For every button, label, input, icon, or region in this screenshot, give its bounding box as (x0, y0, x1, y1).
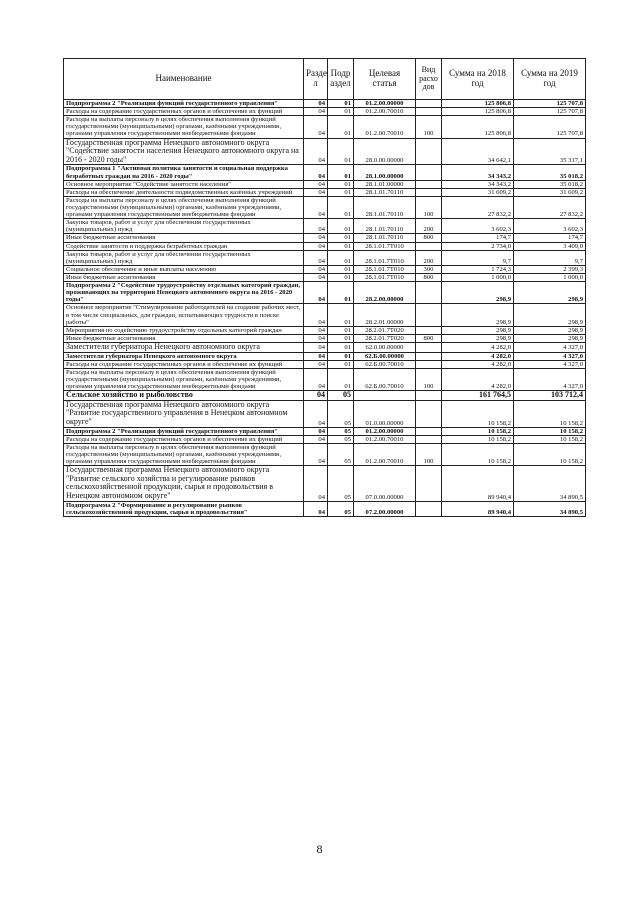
row-subsection: 01 (328, 219, 354, 234)
row-sum-2019: 10 158,2 (514, 443, 586, 465)
header-expense-type: Вид расхо дов (416, 59, 442, 100)
row-subsection: 01 (328, 334, 354, 342)
header-sum-2018: Сумма на 2018 год (442, 59, 514, 100)
row-sum-2018: 161 764,5 (442, 391, 514, 401)
page-number: 8 (316, 842, 323, 856)
row-article: 28.1.01.7Т010 (354, 250, 416, 265)
table-body (64, 100, 586, 517)
row-article: 62.Б.00.70010 (354, 360, 416, 368)
row-subsection: 01 (328, 273, 354, 281)
table-row (64, 219, 586, 234)
row-expense-type: 100 (416, 116, 442, 138)
row-sum-2018: 27 832,2 (442, 196, 514, 218)
row-subsection: 01 (328, 196, 354, 218)
row-subsection: 01 (328, 265, 354, 273)
row-name: Расходы на обеспечение деятельности подведомственных казённых учреждений (64, 188, 304, 196)
row-section: 04 (304, 342, 328, 352)
row-article: 01.2.00.00000 (354, 427, 416, 435)
table-row (64, 427, 586, 435)
row-sum-2018: 298,9 (442, 334, 514, 342)
row-section: 04 (304, 368, 328, 390)
table-row (64, 234, 586, 242)
row-article: 28.2.01.7Т020 (354, 334, 416, 342)
row-expense-type: 800 (416, 234, 442, 242)
row-sum-2019: 125 707,8 (514, 116, 586, 138)
header-sum-2019: Сумма на 2019 год (514, 59, 586, 100)
row-sum-2019: 35 317,1 (514, 138, 586, 165)
row-subsection: 05 (328, 501, 354, 516)
row-sum-2019: 3 602,3 (514, 219, 586, 234)
row-sum-2018: 4 282,0 (442, 368, 514, 390)
table-row (64, 391, 586, 401)
row-sum-2018: 34 642,1 (442, 138, 514, 165)
budget-table (63, 58, 586, 517)
row-subsection: 01 (328, 116, 354, 138)
row-article: 28.1.01.00000 (354, 180, 416, 188)
row-sum-2019: 10 158,2 (514, 435, 586, 443)
row-section: 04 (304, 138, 328, 165)
row-sum-2018: 1 000,0 (442, 273, 514, 281)
row-article: 62.Б.00.70010 (354, 368, 416, 390)
row-expense-type: 300 (416, 265, 442, 273)
table-row (64, 138, 586, 165)
header-section: Разде л (304, 59, 328, 100)
row-name: Содействие занятости и поддержка безработных граждан (64, 242, 304, 250)
row-section: 04 (304, 196, 328, 218)
row-article: 01.2.00.00000 (354, 100, 416, 108)
row-sum-2018: 34 343,2 (442, 165, 514, 180)
table-row (64, 304, 586, 326)
row-sum-2019: 298,9 (514, 334, 586, 342)
row-name: Государственная программа Ненецкого автономного округа "Развитие сельского хозяйства и регулирование рынков сельскохозяйственной продукции, сырья и продовольствия в Ненецком автономном округе" (64, 466, 304, 502)
row-name: Иные бюджетные ассигнования (64, 334, 304, 342)
row-name: Расходы на содержание государственных органов и обеспечение их функций (64, 360, 304, 368)
table-row (64, 443, 586, 465)
row-sum-2019: 1 000,0 (514, 273, 586, 281)
row-subsection: 01 (328, 282, 354, 304)
row-expense-type (416, 501, 442, 516)
row-sum-2018: 3 602,3 (442, 219, 514, 234)
row-sum-2019: 9,7 (514, 250, 586, 265)
row-article: 01.2.00.70010 (354, 108, 416, 116)
row-article: 28.1.01.7Т010 (354, 265, 416, 273)
row-sum-2019: 34 890,5 (514, 466, 586, 502)
row-section: 04 (304, 501, 328, 516)
row-section: 04 (304, 116, 328, 138)
row-subsection: 01 (328, 138, 354, 165)
row-sum-2019: 10 158,2 (514, 427, 586, 435)
table-header-row (64, 59, 586, 100)
row-expense-type: 100 (416, 196, 442, 218)
row-section: 04 (304, 250, 328, 265)
row-section: 04 (304, 352, 328, 360)
row-expense-type (416, 391, 442, 401)
row-expense-type (416, 138, 442, 165)
row-expense-type: 200 (416, 219, 442, 234)
table-row (64, 368, 586, 390)
row-expense-type (416, 188, 442, 196)
row-section: 04 (304, 282, 328, 304)
row-sum-2018: 10 158,2 (442, 443, 514, 465)
row-sum-2019: 4 327,0 (514, 352, 586, 360)
row-sum-2019: 103 712,4 (514, 391, 586, 401)
row-expense-type (416, 180, 442, 188)
row-name: Закупка товаров, работ и услуг для обеспечения государственных (муниципальных) нужд (64, 219, 304, 234)
row-sum-2018: 4 282,0 (442, 342, 514, 352)
row-section: 04 (304, 100, 328, 108)
table-row (64, 342, 586, 352)
row-section: 04 (304, 234, 328, 242)
row-section: 04 (304, 165, 328, 180)
row-section: 04 (304, 265, 328, 273)
table-row (64, 108, 586, 116)
row-article: 28.1.01.70110 (354, 188, 416, 196)
row-name: Социальное обеспечение и иные выплаты населению (64, 265, 304, 273)
row-sum-2019: 10 158,2 (514, 400, 586, 427)
row-expense-type (416, 282, 442, 304)
row-sum-2018: 4 282,0 (442, 352, 514, 360)
row-subsection: 01 (328, 368, 354, 390)
row-article: 07.0.00.00000 (354, 466, 416, 502)
row-section: 04 (304, 273, 328, 281)
row-sum-2018: 2 734,0 (442, 242, 514, 250)
row-subsection: 05 (328, 443, 354, 465)
row-name: Подпрограмма 2 "Реализация функций государственного управления" (64, 427, 304, 435)
row-name: Заместители губернатора Ненецкого автономного округа (64, 342, 304, 352)
table-row (64, 165, 586, 180)
row-expense-type (416, 360, 442, 368)
table-row (64, 100, 586, 108)
row-name: Подпрограмма 2 "Формирование и регулирование рынков сельскохозяйственной продукции, сырья и продовольствия" (64, 501, 304, 516)
row-article: 01.2.00.70010 (354, 435, 416, 443)
table-row (64, 282, 586, 304)
row-subsection: 01 (328, 108, 354, 116)
row-article: 28.1.01.7Т010 (354, 242, 416, 250)
row-name: Сельское хозяйство и рыболовство (64, 391, 304, 401)
row-subsection: 01 (328, 100, 354, 108)
table-row (64, 466, 586, 502)
row-subsection: 01 (328, 360, 354, 368)
row-section: 04 (304, 427, 328, 435)
row-name: Расходы на выплаты персоналу в целях обеспечения выполнения функций государственными (муниципальными) органами, казёнными учреждениями, органами управления государственными внебюджетными фондами (64, 196, 304, 218)
row-section: 04 (304, 242, 328, 250)
row-subsection: 01 (328, 304, 354, 326)
row-section: 04 (304, 334, 328, 342)
row-sum-2019: 298,9 (514, 326, 586, 334)
table-row (64, 250, 586, 265)
row-subsection: 01 (328, 242, 354, 250)
row-article: 28.1.01.7Т010 (354, 273, 416, 281)
row-sum-2019: 27 832,2 (514, 196, 586, 218)
row-expense-type (416, 242, 442, 250)
row-expense-type (416, 466, 442, 502)
row-article: 01.2.00.70010 (354, 443, 416, 465)
row-sum-2019: 35 018,2 (514, 180, 586, 188)
row-section: 04 (304, 219, 328, 234)
table-row (64, 242, 586, 250)
row-sum-2018: 298,9 (442, 304, 514, 326)
row-subsection: 01 (328, 342, 354, 352)
row-sum-2019: 2 399,3 (514, 265, 586, 273)
row-expense-type: 800 (416, 273, 442, 281)
row-expense-type (416, 100, 442, 108)
row-name: Заместители губернатора Ненецкого автономного округа (64, 352, 304, 360)
row-section: 04 (304, 466, 328, 502)
header-name: Наименование (64, 59, 304, 100)
row-article: 62.0.00.00000 (354, 342, 416, 352)
table-row (64, 196, 586, 218)
row-sum-2018: 1 724,3 (442, 265, 514, 273)
row-section: 04 (304, 180, 328, 188)
row-article: 28.2.01.7Т020 (354, 326, 416, 334)
row-sum-2018: 4 282,0 (442, 360, 514, 368)
row-section: 04 (304, 391, 328, 401)
table-row (64, 265, 586, 273)
row-name: Расходы на выплаты персоналу в целях обеспечения выполнения функций государственными (муниципальными) органами, казёнными учреждениями, органами управления государственными внебюджетными фондами (64, 368, 304, 390)
row-sum-2019: 34 890,5 (514, 501, 586, 516)
row-sum-2019: 125 707,8 (514, 108, 586, 116)
row-subsection: 05 (328, 400, 354, 427)
row-article: 28.1.00.00000 (354, 165, 416, 180)
row-expense-type (416, 108, 442, 116)
row-section: 04 (304, 435, 328, 443)
row-article: 01.2.00.70010 (354, 116, 416, 138)
table-row (64, 360, 586, 368)
row-name: Основное мероприятие "Содействие занятости населения" (64, 180, 304, 188)
row-section: 04 (304, 108, 328, 116)
row-sum-2018: 10 158,2 (442, 400, 514, 427)
row-sum-2018: 10 158,2 (442, 435, 514, 443)
row-article: 01.0.00.00000 (354, 400, 416, 427)
row-sum-2018: 10 158,2 (442, 427, 514, 435)
row-sum-2018: 174,7 (442, 234, 514, 242)
row-name: Подпрограмма 2 "Реализация функций государственного управления" (64, 100, 304, 108)
header-article: Целевая статья (354, 59, 416, 100)
row-sum-2018: 125 806,8 (442, 108, 514, 116)
row-article: 28.2.01.00000 (354, 304, 416, 326)
row-name: Подпрограмма 2 "Содействие трудоустройству отдельных категорий граждан, проживающих на территории Ненецкого автономного округа на 2016 - 2020 годы" (64, 282, 304, 304)
table-row (64, 326, 586, 334)
table-row (64, 116, 586, 138)
row-article: 07.2.00.00000 (354, 501, 416, 516)
table-row (64, 180, 586, 188)
row-sum-2019: 298,9 (514, 282, 586, 304)
row-section: 04 (304, 326, 328, 334)
row-expense-type: 200 (416, 250, 442, 265)
row-name: Расходы на содержание государственных органов и обеспечение их функций (64, 108, 304, 116)
row-subsection: 05 (328, 466, 354, 502)
row-article: 28.1.01.70110 (354, 196, 416, 218)
row-sum-2018: 125 806,8 (442, 116, 514, 138)
row-name: Иные бюджетные ассигнования (64, 273, 304, 281)
row-expense-type (416, 326, 442, 334)
row-expense-type: 800 (416, 334, 442, 342)
row-sum-2019: 298,9 (514, 304, 586, 326)
row-sum-2019: 4 327,0 (514, 342, 586, 352)
row-article: 28.1.01.70110 (354, 234, 416, 242)
row-sum-2018: 125 806,8 (442, 100, 514, 108)
row-sum-2019: 4 327,0 (514, 360, 586, 368)
row-subsection: 01 (328, 352, 354, 360)
row-name: Расходы на выплаты персоналу в целях обеспечения выполнения функций государственными (муниципальными) органами, казёнными учреждениями, органами управления государственными внебюджетными фондами (64, 443, 304, 465)
table-row (64, 400, 586, 427)
row-name: Расходы на выплаты персоналу в целях обеспечения выполнения функций государственными (муниципальными) органами, казёнными учреждениями, органами управления государственными внебюджетными фондами (64, 116, 304, 138)
row-sum-2019: 125 707,8 (514, 100, 586, 108)
row-article: 28.0.00.00000 (354, 138, 416, 165)
row-sum-2018: 298,9 (442, 282, 514, 304)
row-section: 04 (304, 360, 328, 368)
row-subsection: 05 (328, 427, 354, 435)
row-subsection: 01 (328, 326, 354, 334)
row-subsection: 01 (328, 234, 354, 242)
row-name: Расходы на содержание государственных органов и обеспечение их функций (64, 435, 304, 443)
row-subsection: 05 (328, 435, 354, 443)
row-article: 62.Б.00.00000 (354, 352, 416, 360)
row-subsection: 01 (328, 165, 354, 180)
row-sum-2018: 298,9 (442, 326, 514, 334)
row-sum-2019: 35 018,2 (514, 165, 586, 180)
row-expense-type (416, 304, 442, 326)
row-section: 04 (304, 304, 328, 326)
row-section: 04 (304, 443, 328, 465)
row-name: Иные бюджетные ассигнования (64, 234, 304, 242)
row-sum-2018: 34 343,2 (442, 180, 514, 188)
row-sum-2019: 3 409,0 (514, 242, 586, 250)
row-subsection: 05 (328, 391, 354, 401)
row-expense-type (416, 352, 442, 360)
row-name: Закупка товаров, работ и услуг для обеспечения государственных (муниципальных) нужд (64, 250, 304, 265)
row-sum-2018: 89 940,4 (442, 501, 514, 516)
row-name: Подпрограмма 1 "Активная политика занятости и социальная поддержка безработных граждан на 2016 - 2020 годы" (64, 165, 304, 180)
row-sum-2018: 89 940,4 (442, 466, 514, 502)
row-expense-type (416, 165, 442, 180)
row-name: Основное мероприятие "Стимулирование работодателей на создание рабочих мест, в том числе специальных, для граждан, испытывающих трудности в поиске работы" (64, 304, 304, 326)
header-subsection: Подр аздел (328, 59, 354, 100)
table-row (64, 501, 586, 516)
table-row (64, 188, 586, 196)
row-subsection: 01 (328, 250, 354, 265)
row-name: Государственная программа Ненецкого автономного округа "Развитие государственного управления в Ненецком автономном округе" (64, 400, 304, 427)
row-article: 28.2.00.00000 (354, 282, 416, 304)
row-expense-type (416, 342, 442, 352)
row-expense-type: 100 (416, 443, 442, 465)
row-article (354, 391, 416, 401)
row-expense-type: 100 (416, 368, 442, 390)
row-name: Мероприятия по содействию трудоустройству отдельных категорий граждан (64, 326, 304, 334)
table-row (64, 273, 586, 281)
table-row (64, 435, 586, 443)
row-sum-2018: 31 609,2 (442, 188, 514, 196)
row-section: 04 (304, 400, 328, 427)
row-section: 04 (304, 188, 328, 196)
row-sum-2018: 9,7 (442, 250, 514, 265)
row-expense-type (416, 400, 442, 427)
row-subsection: 01 (328, 188, 354, 196)
row-sum-2019: 174,7 (514, 234, 586, 242)
row-article: 28.1.01.70110 (354, 219, 416, 234)
row-expense-type (416, 427, 442, 435)
table-row (64, 352, 586, 360)
row-sum-2019: 31 609,2 (514, 188, 586, 196)
row-name: Государственная программа Ненецкого автономного округа "Содействие занятости населения Ненецкого автономного округа на 2016 - 2020 годы" (64, 138, 304, 165)
row-sum-2019: 4 327,0 (514, 368, 586, 390)
row-expense-type (416, 435, 442, 443)
row-subsection: 01 (328, 180, 354, 188)
